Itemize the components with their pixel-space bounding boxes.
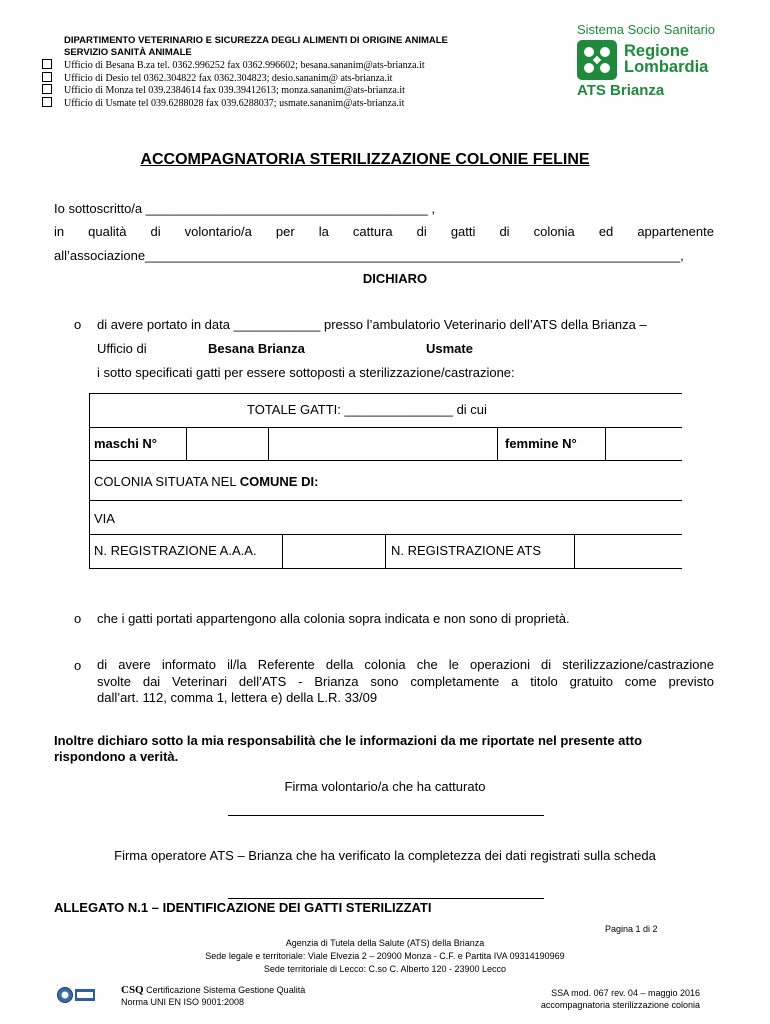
bullet-text-informed-2: svolte dai Veterinari dell’ATS - Brianza sono completamente a titolo gratuito come previsto — [97, 674, 714, 689]
page-number: Pagina 1 di 2 — [605, 924, 658, 934]
bullet-marker: o — [74, 658, 82, 673]
intro-word: volontario/a — [184, 224, 252, 239]
registrazione-aaa-label: N. REGISTRAZIONE A.A.A. — [94, 543, 257, 558]
maschi-label: maschi N° — [94, 436, 158, 451]
intro-line-role — [54, 224, 714, 239]
brand-name: Regione Lombardia — [624, 42, 709, 76]
bullet-text-ownership: che i gatti portati appartengono alla colonia sopra indicata e non sono di proprietà. — [97, 611, 570, 626]
footer-sede-lecco: Sede territoriale di Lecco: C.so C. Alberto 120 - 23900 Lecco — [263, 964, 507, 974]
footer-agency: Agenzia di Tutela della Salute (ATS) della Brianza — [285, 938, 485, 948]
intro-line-name: Io sottoscritto/a _______________________________________ , — [54, 201, 435, 216]
option-besana-brianza[interactable]: Besana Brianza — [208, 341, 305, 356]
femmine-label: femmine N° — [505, 436, 577, 451]
intro-word: colonia — [533, 224, 575, 239]
intro-word: cattura — [352, 224, 393, 239]
intro-word: di — [499, 224, 510, 239]
firma-volontario-line[interactable] — [228, 815, 544, 816]
regione-lombardia-logo-icon — [577, 40, 617, 80]
responsibility-declaration: Inoltre dichiaro sotto la mia responsabilità che le informazioni da me riportate nel presente atto rispondono a verità. — [54, 733, 643, 764]
colonia-comune-label: COLONIA SITUATA NEL COMUNE DI: — [94, 474, 319, 489]
checkbox-icon[interactable] — [42, 84, 52, 94]
intro-word: per — [275, 224, 295, 239]
department-name: DIPARTIMENTO VETERINARIO E SICUREZZA DEGLI ALIMENTI DI ORIGINE ANIMALE — [64, 35, 448, 46]
firma-operatore-label: Firma operatore ATS – Brianza che ha verificato la completezza dei dati registrati sulla scheda — [114, 848, 656, 863]
document-title: ACCOMPAGNATORIA STERILIZZAZIONE COLONIE FELINE — [140, 151, 590, 168]
module-reference: SSA mod. 067 rev. 04 – maggio 2016 accompagnatoria sterilizzazione colonia — [540, 988, 700, 1010]
bullet-text-cats: i sotto specificati gatti per essere sottoposti a sterilizzazione/castrazione: — [97, 365, 515, 380]
bullet-text-informed-3: dall’art. 112, comma 1, lettera e) della L.R. 33/09 — [97, 690, 378, 705]
allegato-heading: ALLEGATO N.1 – IDENTIFICAZIONE DEI GATTI STERILIZZATI — [54, 900, 432, 915]
via-label: VIA — [94, 511, 115, 526]
brand-ats-brianza: ATS Brianza — [577, 82, 665, 99]
footer-sede-legale: Sede legale e territoriale: Viale Elvezia 2 – 20900 Monza - C.F. e Partita IVA 09314190969 — [205, 951, 565, 961]
service-name: SERVIZIO SANITÀ ANIMALE — [64, 47, 192, 58]
option-usmate[interactable]: Usmate — [426, 341, 473, 356]
intro-word: ed — [598, 224, 614, 239]
intro-line-association: all’associazione__________________________________________________________________________, — [54, 248, 684, 263]
office-row-usmate: Ufficio di Usmate tel 039.6288028 fax 039.6288037; usmate.sananim@ats-brianza.it — [42, 97, 404, 111]
intro-word: qualità — [88, 224, 127, 239]
cats-table — [89, 393, 682, 569]
brand-tagline: Sistema Socio Sanitario — [577, 22, 716, 37]
intro-word: gatti — [450, 224, 476, 239]
bullet-text-informed-1: di avere informato il/la Referente della colonia che le operazioni di sterilizzazione/castrazione — [97, 657, 714, 672]
intro-word: di — [416, 224, 427, 239]
checkbox-icon[interactable] — [42, 97, 52, 107]
firma-operatore-line[interactable] — [228, 898, 544, 899]
bullet-marker: o — [74, 317, 82, 332]
certification-logo-icon — [57, 986, 97, 1004]
checkbox-icon[interactable] — [42, 72, 52, 82]
certification-text: CSQ Certificazione Sistema Gestione Qualità Norma UNI EN ISO 9001:2008 — [121, 984, 306, 1007]
department-header — [64, 35, 448, 59]
ufficio-label: Ufficio di — [97, 341, 147, 356]
firma-volontario-label: Firma volontario/a che ha catturato — [284, 779, 486, 794]
intro-word: in — [54, 224, 65, 239]
totale-gatti-label: TOTALE GATTI: _______________ di cui — [247, 402, 487, 417]
dichiaro-heading: DICHIARO — [362, 271, 428, 286]
office-row-desio: Ufficio di Desio tel 0362.304822 fax 0362.304823; desio.sananim@ ats-brianza.it — [42, 72, 392, 86]
intro-word: appartenente — [637, 224, 714, 239]
checkbox-icon[interactable] — [42, 59, 52, 69]
registrazione-ats-label: N. REGISTRAZIONE ATS — [391, 543, 542, 558]
intro-word: la — [318, 224, 329, 239]
bullet-marker: o — [74, 611, 82, 626]
intro-word: di — [150, 224, 161, 239]
office-row-monza: Ufficio di Monza tel 039.2384614 fax 039.39412613; monza.sananim@ats-brianza.it — [42, 84, 405, 98]
bullet-text-date: di avere portato in data ____________ presso l’ambulatorio Veterinario dell’ATS della Brianza – — [97, 317, 647, 332]
office-row-besana: Ufficio di Besana B.za tel. 0362.996252 fax 0362.996602; besana.sananim@ats-brianza.it — [42, 59, 425, 73]
